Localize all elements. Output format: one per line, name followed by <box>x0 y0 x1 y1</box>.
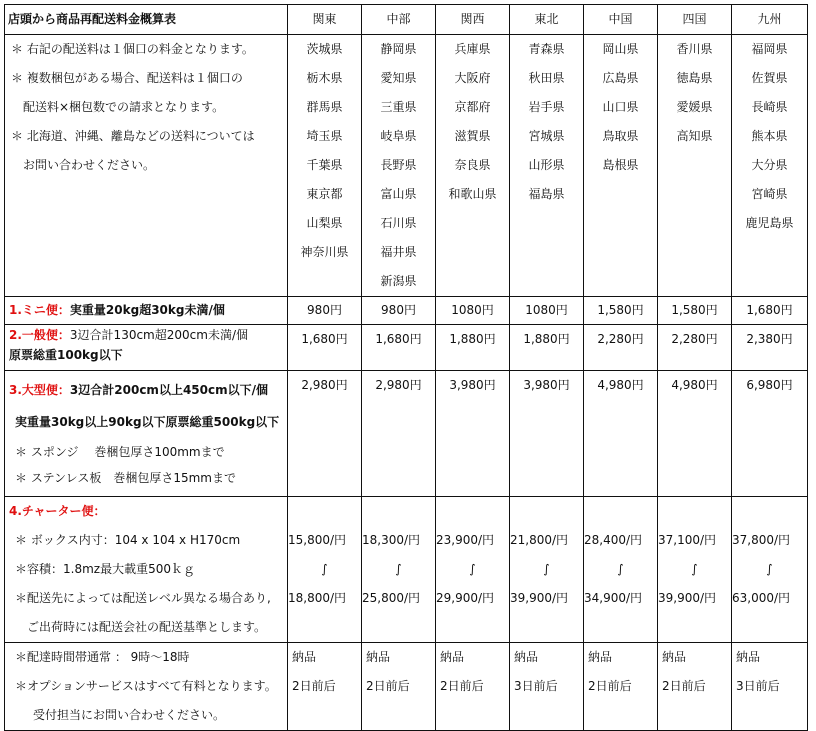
charter-price-from: 21,800/円 <box>510 533 569 547</box>
prefecture-name: 長崎県 <box>751 100 788 114</box>
prefecture-name: 福井県 <box>380 245 417 259</box>
lead-time-cell <box>658 643 732 731</box>
charter-price-empty <box>436 497 509 526</box>
prefecture-name: 鳥取県 <box>602 129 639 143</box>
prefecture-list <box>584 35 658 297</box>
lead-time: 3日前后 <box>514 679 558 693</box>
prefecture-name: 香川県 <box>676 42 713 56</box>
charter-tilde: ∫ <box>469 562 476 576</box>
prefecture-name: 新潟県 <box>380 274 417 288</box>
delivery-label: 納品 <box>514 650 539 664</box>
note-line: お問い合わせください。 <box>23 158 156 172</box>
prefecture-name: 佐賀県 <box>751 71 788 85</box>
prefecture-name: 長野県 <box>380 158 417 172</box>
lead-time: 2日前后 <box>366 679 410 693</box>
large-desc2: 実重量30kg以上90kg以下原票総重500kg以下 <box>15 415 280 429</box>
region-header: 中部 <box>362 5 436 35</box>
charter-price-to: 25,800/円 <box>362 591 421 605</box>
charter-price-from: 28,400/円 <box>584 533 643 547</box>
mini-price: 1,580円 <box>584 297 658 325</box>
prefecture-name: 三重県 <box>380 100 417 114</box>
charter-price-from: 37,100/円 <box>658 533 717 547</box>
prefecture-name: 山梨県 <box>306 216 343 230</box>
large-price: 4,980円 <box>658 371 732 497</box>
delivery-notes <box>5 643 288 731</box>
page-title: 店頭から商品再配送料金概算表 <box>5 5 288 35</box>
charter-price-empty <box>584 497 657 526</box>
charter-price-cell <box>510 497 584 643</box>
charter-line: ご出荷時には配送会社の配送基準とします。 <box>27 620 267 634</box>
prefecture-name: 広島県 <box>602 71 639 85</box>
delivery-line: ＊配達時間帯通常 ： 9時～18時 <box>15 650 190 664</box>
prefecture-name: 大阪府 <box>454 71 491 85</box>
prefecture-name: 茨城県 <box>306 42 343 56</box>
prefecture-name: 千葉県 <box>306 158 343 172</box>
region-header: 関東 <box>288 5 362 35</box>
prefecture-name: 愛知県 <box>380 71 417 85</box>
general-price: 2,280円 <box>658 325 732 371</box>
prefecture-name: 京都府 <box>454 100 491 114</box>
lead-time: 2日前后 <box>292 679 336 693</box>
charter-row <box>5 497 808 643</box>
lead-time: 3日前后 <box>736 679 780 693</box>
prefecture-name: 福岡県 <box>751 42 788 56</box>
lead-time: 2日前后 <box>662 679 706 693</box>
lead-time: 2日前后 <box>588 679 632 693</box>
charter-line: ＊容積：1.8mz最大載重500ｋｇ <box>15 562 195 576</box>
prefecture-name: 埼玉県 <box>306 129 343 143</box>
large-desc: 3辺合計200cm以上450cm以下/個 <box>69 383 268 397</box>
large-price: 6,980円 <box>732 371 808 497</box>
general-price: 1,680円 <box>288 325 362 371</box>
charter-tilde: ∫ <box>691 562 698 576</box>
prefecture-name: 東京都 <box>306 187 343 201</box>
header-row <box>5 5 808 35</box>
prefecture-name: 島根県 <box>602 158 639 172</box>
charter-tilde: ∫ <box>543 562 550 576</box>
charter-price-to: 34,900/円 <box>584 591 643 605</box>
mini-desc: 実重量20kg超30kg未満/個 <box>69 303 225 317</box>
prefecture-list <box>510 35 584 297</box>
charter-tilde: ∫ <box>321 562 328 576</box>
prefecture-list <box>362 35 436 297</box>
prefecture-name: 愛媛県 <box>676 100 713 114</box>
delivery-label: 納品 <box>588 650 613 664</box>
prefecture-name: 兵庫県 <box>454 42 491 56</box>
lead-time-cell <box>510 643 584 731</box>
charter-price-cell <box>362 497 436 643</box>
large-price: 2,980円 <box>288 371 362 497</box>
large-note: ＊ スポンジ 巻梱包厚さ100mmまで <box>15 445 225 459</box>
charter-price-empty <box>288 497 361 526</box>
mini-price: 1080円 <box>436 297 510 325</box>
prefecture-name: 岐阜県 <box>380 129 417 143</box>
charter-price-to: 29,900/円 <box>436 591 495 605</box>
mini-price: 1,680円 <box>732 297 808 325</box>
general-price: 2,380円 <box>732 325 808 371</box>
prefecture-name: 徳島県 <box>676 71 713 85</box>
prefecture-name: 石川県 <box>380 216 417 230</box>
charter-tilde: ∫ <box>395 562 402 576</box>
charter-price-empty <box>362 497 435 526</box>
prefecture-name: 山口県 <box>602 100 639 114</box>
prefecture-name: 神奈川県 <box>300 245 349 259</box>
note-line: ＊ 北海道、沖縄、離島などの送料については <box>11 129 255 143</box>
charter-line: ＊ ボックス内寸：104 x 104 x H170cm <box>15 533 241 547</box>
shipping-fee-table <box>4 4 808 731</box>
charter-price-cell <box>436 497 510 643</box>
charter-price-to: 63,000/円 <box>732 591 791 605</box>
region-header: 東北 <box>510 5 584 35</box>
prefecture-name: 宮崎県 <box>751 187 788 201</box>
charter-price-to: 18,800/円 <box>288 591 347 605</box>
mini-price: 1080円 <box>510 297 584 325</box>
delivery-label: 納品 <box>662 650 687 664</box>
charter-price-cell <box>288 497 362 643</box>
general-price: 1,880円 <box>436 325 510 371</box>
mini-row <box>5 297 808 325</box>
region-header: 九州 <box>732 5 808 35</box>
lead-time-cell <box>288 643 362 731</box>
note-line: 配送料×梱包数での請求となります。 <box>23 100 225 114</box>
charter-tilde: ∫ <box>766 562 773 576</box>
charter-price-empty <box>658 497 731 526</box>
prefecture-name: 大分県 <box>751 158 788 172</box>
delivery-label: 納品 <box>440 650 465 664</box>
large-price: 2,980円 <box>362 371 436 497</box>
general-price: 1,680円 <box>362 325 436 371</box>
prefecture-name: 秋田県 <box>528 71 565 85</box>
delivery-row <box>5 643 808 731</box>
mini-label <box>5 297 288 325</box>
mini-price: 980円 <box>288 297 362 325</box>
delivery-label: 納品 <box>366 650 391 664</box>
general-price: 2,280円 <box>584 325 658 371</box>
mini-price: 1,580円 <box>658 297 732 325</box>
large-row <box>5 371 808 497</box>
prefecture-name: 山形県 <box>528 158 565 172</box>
prefecture-name: 群馬県 <box>306 100 343 114</box>
prefecture-name: 富山県 <box>380 187 417 201</box>
general-label <box>5 325 288 371</box>
delivery-label: 納品 <box>736 650 761 664</box>
charter-price-cell <box>732 497 808 643</box>
large-label <box>5 371 288 497</box>
prefecture-name: 青森県 <box>528 42 565 56</box>
region-header: 中国 <box>584 5 658 35</box>
charter-price-from: 15,800/円 <box>288 533 347 547</box>
large-number: 3.大型便： <box>9 383 70 397</box>
charter-price-to: 39,900/円 <box>510 591 569 605</box>
prefecture-name: 岩手県 <box>528 100 565 114</box>
general-desc: 3辺合計130cm超200cm未満/個 <box>69 328 248 342</box>
general-number: 2.一般便： <box>9 328 70 342</box>
charter-tilde: ∫ <box>617 562 624 576</box>
general-price: 1,880円 <box>510 325 584 371</box>
notes-cell <box>5 35 288 297</box>
charter-price-from: 37,800/円 <box>732 533 791 547</box>
note-line: ＊ 複数梱包がある場合、配送料は１個口の <box>11 71 243 85</box>
prefecture-name: 静岡県 <box>380 42 417 56</box>
prefecture-name: 宮城県 <box>528 129 565 143</box>
prefecture-name: 奈良県 <box>454 158 491 172</box>
charter-number: 4.チャーター便： <box>9 504 106 518</box>
region-header: 関西 <box>436 5 510 35</box>
prefecture-list <box>732 35 808 297</box>
charter-price-empty <box>510 497 583 526</box>
charter-price-cell <box>584 497 658 643</box>
large-price: 4,980円 <box>584 371 658 497</box>
prefecture-name: 栃木県 <box>306 71 343 85</box>
prefecture-row <box>5 35 808 297</box>
lead-time-cell <box>436 643 510 731</box>
prefecture-list <box>436 35 510 297</box>
charter-price-empty <box>732 497 807 526</box>
prefecture-name: 熊本県 <box>751 129 788 143</box>
lead-time: 2日前后 <box>440 679 484 693</box>
delivery-line: 受付担当にお問い合わせください。 <box>33 708 226 722</box>
prefecture-name: 高知県 <box>676 129 713 143</box>
charter-price-to: 39,900/円 <box>658 591 717 605</box>
large-price: 3,980円 <box>436 371 510 497</box>
charter-line: ＊配送先によっては配送レベル異なる場合あり, <box>15 591 271 605</box>
prefecture-name: 滋賀県 <box>454 129 491 143</box>
large-price: 3,980円 <box>510 371 584 497</box>
charter-label <box>5 497 288 643</box>
general-desc2: 原票総重100kg以下 <box>9 348 123 362</box>
large-note: ＊ ステンレス板 巻梱包厚さ15mmまで <box>15 471 236 485</box>
lead-time-cell <box>732 643 808 731</box>
prefecture-name: 和歌山県 <box>448 187 497 201</box>
delivery-label: 納品 <box>292 650 317 664</box>
mini-number: 1.ミニ便： <box>9 303 70 317</box>
prefecture-name: 鹿児島県 <box>745 216 794 230</box>
charter-price-from: 23,900/円 <box>436 533 495 547</box>
lead-time-cell <box>362 643 436 731</box>
mini-price: 980円 <box>362 297 436 325</box>
charter-price-cell <box>658 497 732 643</box>
prefecture-name: 岡山県 <box>602 42 639 56</box>
prefecture-list <box>288 35 362 297</box>
note-line: ＊ 右記の配送料は１個口の料金となります。 <box>11 42 254 56</box>
charter-price-from: 18,300/円 <box>362 533 421 547</box>
prefecture-name: 福島県 <box>528 187 565 201</box>
delivery-line: ＊オプションサービスはすべて有料となります。 <box>15 679 277 693</box>
general-row <box>5 325 808 371</box>
prefecture-list <box>658 35 732 297</box>
lead-time-cell <box>584 643 658 731</box>
region-header: 四国 <box>658 5 732 35</box>
